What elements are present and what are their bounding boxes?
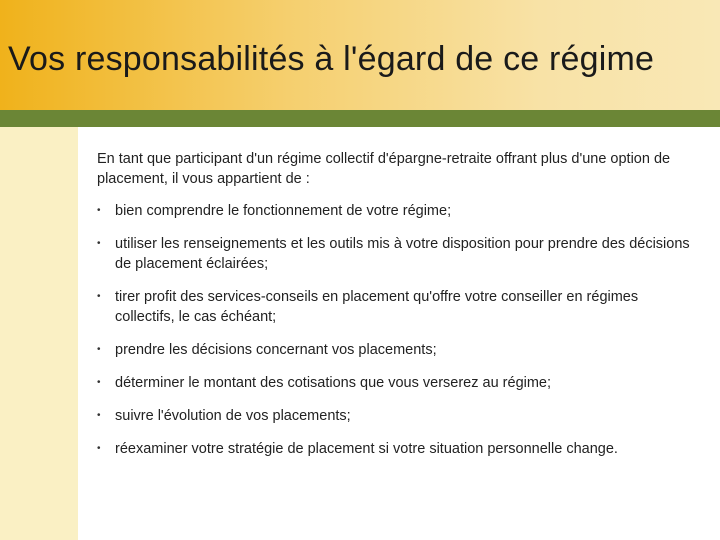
list-item xyxy=(97,406,697,426)
bullet-icon: • xyxy=(97,291,101,302)
list-item-text: utiliser les renseignements et les outils mis à votre disposition pour prendre des décisions de placement éclairées; xyxy=(115,236,690,272)
bullet-icon: • xyxy=(97,238,101,249)
list-item xyxy=(97,340,697,360)
list-item-text: déterminer le montant des cotisations que vous verserez au régime; xyxy=(115,375,552,391)
list-item-text: bien comprendre le fonctionnement de votre régime; xyxy=(115,203,452,219)
bullet-icon: • xyxy=(97,377,101,388)
list-item-text: réexaminer votre stratégie de placement si votre situation personnelle change. xyxy=(115,441,618,457)
list-item xyxy=(97,373,697,393)
bullet-icon: • xyxy=(97,344,101,355)
title-banner xyxy=(0,0,720,110)
list-item xyxy=(97,439,697,459)
bullet-icon: • xyxy=(97,410,101,421)
list-item-text: tirer profit des services-conseils en placement qu'offre votre conseiller en régimes collectifs, le cas échéant; xyxy=(115,289,639,325)
list-item-text: prendre les décisions concernant vos placements; xyxy=(115,342,437,358)
bullet-icon: • xyxy=(97,443,101,454)
intro-text: En tant que participant d'un régime collectif d'épargne-retraite offrant plus d'une option de placement, il vous appartient de : xyxy=(97,151,671,187)
bullet-icon: • xyxy=(97,205,101,216)
slide-body xyxy=(97,149,697,472)
list-item xyxy=(97,201,697,221)
left-decorative-strip xyxy=(0,127,78,540)
slide-title: Vos responsabilités à l'égard de ce régime xyxy=(8,40,655,78)
responsibilities-list xyxy=(97,201,697,459)
accent-bar xyxy=(0,110,720,127)
list-item xyxy=(97,234,697,274)
list-item-text: suivre l'évolution de vos placements; xyxy=(115,408,351,424)
list-item xyxy=(97,287,697,327)
